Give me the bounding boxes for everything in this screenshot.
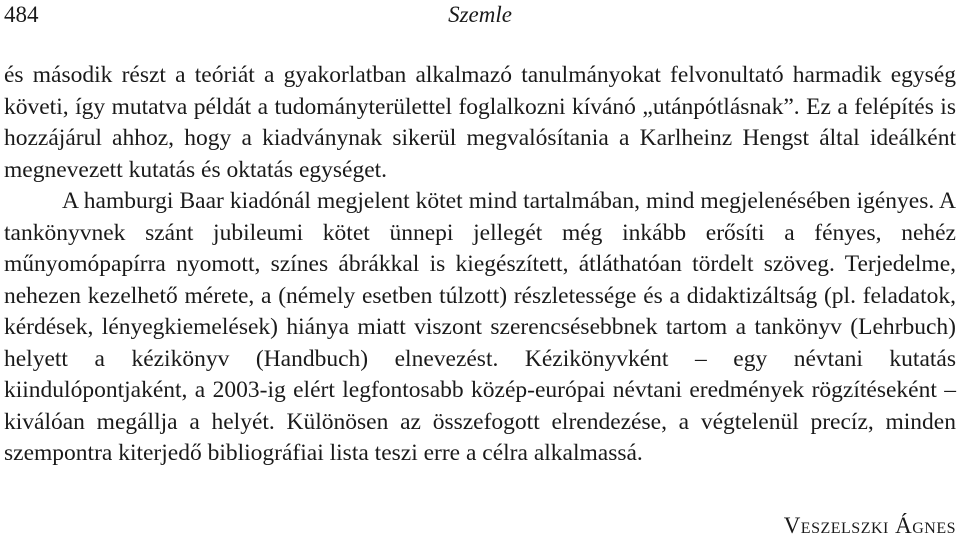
- page-number: 484: [4, 2, 39, 27]
- author-signature: Veszelszki Ágnes: [783, 513, 956, 538]
- review-body: [4, 60, 956, 470]
- paragraph-1: és második részt a teóriát a gyakorlatban alkalmazó tanulmányokat felvonultató harmadik egység követi, így mutatva példát a tudományterülettel foglalkozni kívánó „utánpótlásnak”. Ez a felépítés is hozzájárul ahhoz, hogy a kiadványnak sikerül megvalósítania a Karlheinz Hengst által ideálként megnevezett kutatás és oktatás egységet.: [4, 62, 956, 183]
- running-title: Szemle: [448, 2, 512, 27]
- paragraph-2: A hamburgi Baar kiadónál megjelent kötet mind tartalmában, mind megjelenésében igényes. A tankönyvnek szánt jubileumi kötet ünnepi jellegét még inkább erősíti a fényes, nehéz műnyomópapírra nyomott, színes ábrákkal is kiegészített, átláthatóan tördelt szöveg. Terjedelme, nehezen kezelhető mérete, a (némely esetben túlzott) részletessége és a didaktizáltság (pl. feladatok, kérdések, lényegkiemelések) hiánya miatt viszont szerencsésebbnek tartom a tankönyv (Lehrbuch) helyett a kézikönyv (Handbuch) elnevezést. Kézikönyvként – egy névtani kutatás kiindulópontjaként, a 2003-ig elért legfontosabb közép-európai névtani eredmények rögzítéseként – kiválóan megállja a helyét. Különösen az összefogott elrendezése, a végtelenül precíz, minden szempontra kiterjedő bibliográfiai lista teszi erre a célra alkalmassá.: [4, 188, 956, 466]
